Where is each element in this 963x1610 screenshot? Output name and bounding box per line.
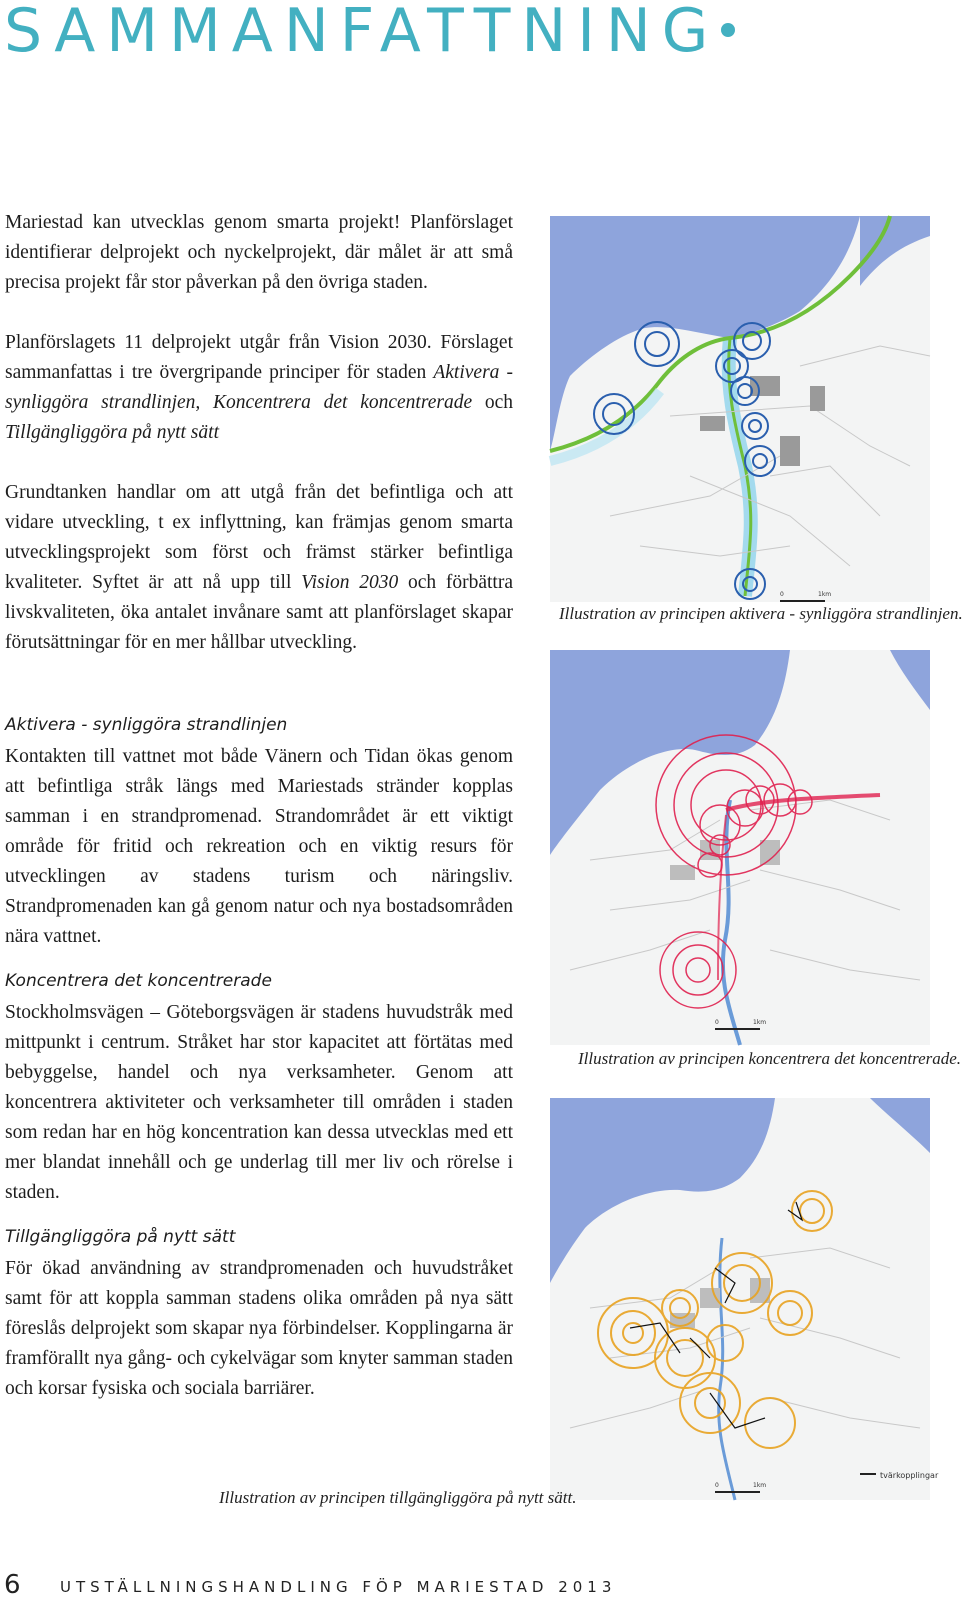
- section-aktivera: [5, 714, 513, 952]
- map1-scale-km: 1km: [818, 591, 832, 598]
- map-tillganglig-graphic: [550, 1098, 939, 1500]
- legend-line-icon: [860, 1473, 876, 1475]
- section-body: För ökad användning av strandpromenaden och huvudstråket samt för att koppla samman stadens olika områden på nya sätt föreslås delprojekt som skapar nya förbindelser. Kopplingarna är framförallt nya gång- och cykelvägar som knyter samman staden och korsar fysiska och sociala barriärer.: [5, 1258, 513, 1399]
- map3-scale-km: 1km: [753, 1482, 767, 1489]
- map-koncentrera-graphic: [550, 650, 930, 1045]
- intro-p3-text-end: och förbättra livskvaliteten, öka antalet invånare samt att planförslaget skapar förutsättningar för en mer hållbar utveckling.: [5, 572, 513, 653]
- footer-title: UTSTÄLLNINGSHANDLING FÖP MARIESTAD 2013: [60, 1578, 617, 1596]
- map2-scale-km: 1km: [753, 1019, 767, 1026]
- intro-p2-principle-3: Tillgängliggöra på nytt sätt: [5, 422, 219, 443]
- title-dot-icon: [721, 23, 735, 37]
- map-tillganglig-caption: Illustration av principen tillgängliggöra på nytt sätt.: [219, 1488, 577, 1507]
- map-aktivera-graphic: [550, 216, 930, 602]
- map-koncentrera-caption: Illustration av principen koncentrera det koncentrerade.: [578, 1049, 962, 1068]
- map1-scale-zero: 0: [780, 591, 784, 598]
- intro-paragraph-3: [5, 478, 513, 658]
- page-title-text: SAMMANFATTNING: [4, 0, 720, 66]
- page-title: [4, 0, 735, 66]
- map3-scale-zero: 0: [715, 1482, 719, 1489]
- section-heading: Tillgängliggöra på nytt sätt: [5, 1227, 236, 1247]
- section-body: Kontakten till vattnet mot både Vänern och Tidan ökas genom att befintliga stråk längs med Mariestads stränder kopplas samman i en strandpromenad. Strandområdet är ett viktigt område för fritid och rekreation och en viktig resurs för utvecklingen av stadens turism och näringsliv. Strandpromenaden kan gå genom natur och nya bostadsområden nära vattnet.: [5, 746, 513, 947]
- intro-p3-text: Grundtanken handlar om att utgå från det befintliga och att vidare utveckling, t ex inflyttning, kan främjas genom smarta utvecklingsprojekt som först och främst stärker befintliga kvaliteter. Syftet är att nå upp till: [5, 482, 513, 593]
- section-heading: Aktivera - synliggöra strandlinjen: [5, 715, 288, 735]
- map-koncentrera: [550, 650, 930, 1045]
- map3-legend-label: tvärkopplingar: [880, 1471, 939, 1480]
- section-tillganglig: [5, 1226, 513, 1404]
- intro-p2-and: och: [472, 392, 514, 413]
- section-body: Stockholmsvägen – Göteborgsvägen är stadens huvudstråk med mittpunkt i centrum. Stråket har stor kapacitet att förtätas med bebyggelse, handel och nya verksamheter. Genom att koncentrera aktiviteter och verksamheter till områden i staden som redan har en hög koncentration kan dessa utvecklas med ett mer blandat innehåll och ge underlag till mer liv och rörelse i staden.: [5, 1002, 513, 1203]
- map-aktivera: [550, 216, 930, 602]
- intro-p2-principles: Aktivera - synliggöra strandlinjen, Koncentrera det koncentrerade: [5, 362, 514, 413]
- map-tillganglig: [550, 1098, 939, 1500]
- section-koncentrera: [5, 970, 513, 1208]
- section-heading: Koncentrera det koncentrerade: [5, 971, 272, 991]
- intro-paragraph-2: [5, 328, 513, 448]
- map-aktivera-caption: Illustration av principen aktivera - synliggöra strandlinjen.: [559, 604, 963, 623]
- intro-p3-vision: Vision 2030: [301, 572, 399, 593]
- intro-paragraph-1: Mariestad kan utvecklas genom smarta projekt! Planförslaget identifierar delprojekt och nyckelprojekt, där målet är att små precisa projekt får stor påverkan på den övriga staden.: [5, 212, 513, 293]
- map2-scale-zero: 0: [715, 1019, 719, 1026]
- intro-p2-text: Planförslagets 11 delprojekt utgår från Vision 2030. Förslaget sammanfattas i tre övergripande principer för staden: [5, 332, 513, 383]
- page-number: 6: [4, 1570, 21, 1600]
- intro-text: [5, 208, 513, 658]
